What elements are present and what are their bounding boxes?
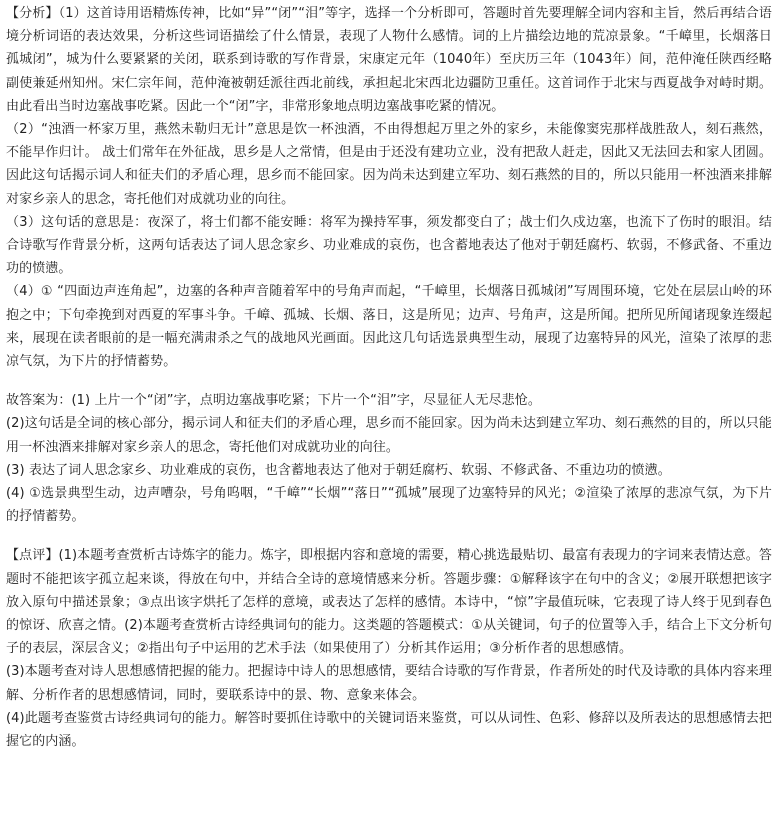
analysis-paragraph-3: （3）这句话的意思是：夜深了，将士们都不能安睡：将军为操持军事，须发都变白了；战士们久戍边塞，也流下了伤时的眼泪。结合诗歌写作背景分析，这两句话表达了词人思念家乡、功业难成的哀伤，也含蓄地表达了他对于朝廷腐朽、软弱，不修武备、不重边功的愤懑。 bbox=[6, 214, 772, 277]
answer-intro: 故答案为：(1) 上片一个“闭”字，点明边塞战事吃紧；下片一个“泪”字，尽显征人无尽悲怆。 bbox=[6, 393, 541, 409]
analysis-paragraph-4: （4）① “四面边声连角起”，边塞的各种声音随着军中的号角声而起，“千嶂里，长烟落日孤城闭”写周围环境，它处在层层山岭的环抱之中；下句牵挽到对西夏的军事斗争。千嶂、孤城、长烟、落日，这是所见；边声、号角声，这是所闻。把所见所闻诸现象连缀起来，展现在读者眼前的是一幅充满肃杀之气的战地风光画面。因此这几句话选景典型生动，展现了边塞特异的风光，渲染了浓厚的悲凉气氛，为下片的抒情蓄势。 bbox=[6, 284, 772, 370]
analysis-paragraph-1: 【分析】（1）这首诗用语精炼传神，比如“异”“闭”“泪”等字，选择一个分析即可，答题时首先要理解全词内容和主旨，然后再结合语境分析词语的表达效果，分析这些词语描绘了什么情景，表现了人物什么感情。词的上片描绘边地的荒凉景象。“千嶂里，长烟落日孤城闭”，城为什么要紧紧的关闭，联系到诗歌的写作背景，宋康定元年（1040年）至庆历三年（1043年）间，范仲淹任陕西经略副使兼延州知州。宋仁宗年间，范仲淹被朝廷派往西北前线，承担起北宋西北边疆防卫重任。这首词作于北宋与西夏战争对峙时期。由此看出当时边塞战事吃紧。因此一个“闭”字，非常形象地点明边塞战事吃紧的情况。 bbox=[6, 6, 772, 114]
comment-paragraph-3: (3)本题考查对诗人思想感情把握的能力。把握诗中诗人的思想感情，要结合诗歌的写作背景，作者所处的时代及诗歌的具体内容来理解、分析作者的思想感情词，同时，要联系诗中的景、物、意象来体会。 bbox=[6, 664, 772, 703]
answer-4: (4) ①选景典型生动，边声嘈杂，号角呜咽，“千嶂”“长烟”“落日”“孤城”展现了边塞特异的风光；②渲染了浓厚的悲凉气氛，为下片的抒情蓄势。 bbox=[6, 486, 772, 525]
answer-3: (3) 表达了词人思念家乡、功业难成的哀伤，也含蓄地表达了他对于朝廷腐朽、软弱、不修武备、不重边功的愤懑。 bbox=[6, 462, 671, 478]
section-gap bbox=[6, 373, 772, 389]
answer-2: (2)这句话是全词的核心部分，揭示词人和征夫们的矛盾心理，思乡而不能回家。因为尚未达到建立军功、刻石燕然的目的，所以只能用一杯浊酒来排解对家乡亲人的思念，寄托他们对成就功业的向往。 bbox=[6, 416, 772, 455]
section-gap bbox=[6, 528, 772, 544]
analysis-paragraph-2: （2）“浊酒一杯家万里，燕然未勒归无计”意思是饮一杯浊酒，不由得想起万里之外的家乡，未能像窦宪那样战胜敌人，刻石燕然，不能早作归计。 战士们常年在外征战，思乡是人之常情，但是由于还没有建功立业，没有把敌人赶走，因此又无法回去和家人团圆。因此这句话揭示词人和征夫们的矛盾心理，思乡而不能回家。因为尚未达到建立军功、刻石燕然的目的，所以只能用一杯浊酒来排解对家乡亲人的思念，寄托他们对成就功业的向往。 bbox=[6, 122, 772, 207]
comment-paragraph-1: 【点评】(1)本题考查赏析古诗炼字的能力。炼字，即根据内容和意境的需要，精心挑选最贴切、最富有表现力的字词来表情达意。答题时不能把该字孤立起来谈，得放在句中，并结合全诗的意境情感来分析。答题步骤：①解释该字在句中的含义；②展开联想把该字放入原句中描述景象；③点出该字烘托了怎样的意境，或表达了怎样的感情。本诗中，“惊”字最值玩味，它表现了诗人终于见到春色的惊讶、欣喜之情。(2)本题考查赏析古诗经典词句的能力。这类题的答题模式：①从关键词，句子的位置等入手，结合上下文分析句子的表层，深层含义；②指出句子中运用的艺术手法（如果使用了）分析其作运用；③分析作者的思想感情。 bbox=[6, 548, 772, 657]
comment-paragraph-4: (4)此题考查鉴赏古诗经典词句的能力。解答时要抓住诗歌中的关键词语来鉴赏，可以从词性、色彩、修辞以及所表达的思想感情去把握它的内涵。 bbox=[6, 710, 772, 750]
